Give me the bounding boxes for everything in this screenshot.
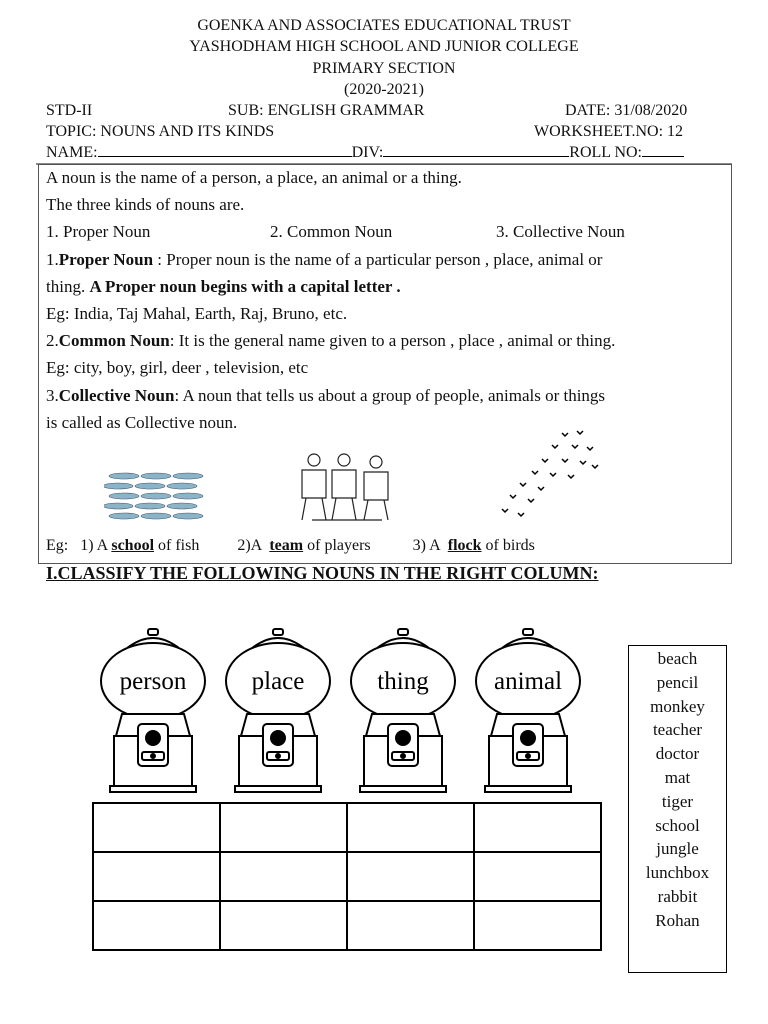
academic-year: (2020-2021) <box>344 81 424 98</box>
answer-cell[interactable] <box>347 852 474 901</box>
section-name: PRIMARY SECTION <box>312 60 456 77</box>
answer-cell[interactable] <box>93 803 220 852</box>
answer-cell[interactable] <box>347 901 474 950</box>
kind-proper: 1. Proper Noun <box>46 222 151 241</box>
word-item: rabbit <box>657 886 698 906</box>
noun-definition: A noun is the name of a person, a place, an animal or a thing. <box>46 168 462 187</box>
eg-label: Eg: <box>46 537 69 554</box>
kind-common: 2. Common Noun <box>270 222 393 241</box>
team-players-image <box>292 452 397 524</box>
gumball-machine-animal <box>475 626 585 796</box>
std: STD-II <box>46 102 93 119</box>
eg1-post: of fish <box>154 537 200 554</box>
kinds-intro: The three kinds of nouns are. <box>46 195 245 214</box>
word-bank <box>628 645 727 973</box>
eg1-pre: 1) A <box>80 537 112 554</box>
eg1-word: school <box>111 537 155 554</box>
word-item: doctor <box>655 744 700 764</box>
rule: A Proper noun begins with a capital letter . <box>89 277 401 296</box>
name-row <box>46 144 684 162</box>
word-item: mat <box>664 767 691 787</box>
answer-cell[interactable] <box>347 803 474 852</box>
gumball-machine-person <box>100 626 210 796</box>
common-definition <box>46 331 615 351</box>
exercise-heading: I.CLASSIFY THE FOLLOWING NOUNS IN THE RIGHT COLUMN: <box>46 563 599 583</box>
roll-field[interactable] <box>642 156 684 157</box>
proper-example: Eg: India, Taj Mahal, Earth, Raj, Bruno, etc. <box>46 304 348 323</box>
kind-collective: 3. Collective Noun <box>496 222 625 241</box>
eg2-word: team <box>269 537 304 554</box>
def: : A noun that tells us about a group of people, animals or things <box>174 386 606 405</box>
word-item: monkey <box>650 696 705 716</box>
word-item: jungle <box>656 839 699 859</box>
word-item: lunchbox <box>645 863 710 883</box>
jar-label: person <box>119 668 187 695</box>
flock-birds-image <box>492 425 604 523</box>
answer-cell[interactable] <box>474 803 601 852</box>
collective-definition <box>46 386 605 406</box>
subject: SUB: ENGLISH GRAMMAR <box>228 102 425 119</box>
topic: TOPIC: NOUNS AND ITS KINDS <box>46 123 275 140</box>
num: 2. <box>46 331 59 350</box>
answer-cell[interactable] <box>474 901 601 950</box>
term: Proper Noun <box>58 250 154 269</box>
eg3-word: flock <box>447 537 482 554</box>
answer-cell[interactable] <box>93 901 220 950</box>
answer-cell[interactable] <box>220 803 347 852</box>
word-item: beach <box>657 649 698 668</box>
word-item: Rohan <box>655 910 700 930</box>
answer-cell[interactable] <box>220 852 347 901</box>
common-example: Eg: city, boy, girl, deer , television, etc <box>46 358 309 377</box>
name-field[interactable] <box>98 156 352 157</box>
div-label: DIV: <box>351 144 384 161</box>
name-label: NAME: <box>46 144 98 161</box>
roll-label: ROLL NO: <box>569 144 642 161</box>
word-item: tiger <box>661 791 694 811</box>
eg2-post: of players <box>303 537 371 554</box>
jar-label: place <box>251 668 305 695</box>
def: : It is the general name given to a person , place , animal or thing. <box>169 331 616 350</box>
eg3-pre: 3) A <box>412 537 444 554</box>
jar-label: thing <box>377 668 429 695</box>
school-name: YASHODHAM HIGH SCHOOL AND JUNIOR COLLEGE <box>189 38 579 55</box>
jar-label: animal <box>493 668 563 695</box>
word-item: teacher <box>652 720 703 740</box>
fish-school-image <box>104 468 214 528</box>
answer-cell[interactable] <box>220 901 347 950</box>
term: Collective Noun <box>58 386 175 405</box>
date: DATE: 31/08/2020 <box>565 102 688 119</box>
word-item: school <box>655 815 700 835</box>
def: : Proper noun is the name of a particular person , place, animal or <box>153 250 603 269</box>
proper-definition-2 <box>46 277 401 297</box>
trust-name: GOENKA AND ASSOCIATES EDUCATIONAL TRUST <box>197 17 571 34</box>
eg2-pre: 2)A <box>237 537 266 554</box>
answer-cell[interactable] <box>474 852 601 901</box>
gumball-machine-place <box>225 626 335 796</box>
num: 1. <box>46 250 59 269</box>
collective-definition-2: is called as Collective noun. <box>46 413 238 432</box>
eg3-post: of birds <box>481 537 535 554</box>
proper-definition <box>46 250 602 270</box>
gumball-machine-thing <box>350 626 460 796</box>
word-item: pencil <box>656 672 699 692</box>
def: thing. <box>46 277 90 296</box>
collective-examples <box>46 537 535 555</box>
answer-cell[interactable] <box>93 852 220 901</box>
term: Common Noun <box>58 331 170 350</box>
num: 3. <box>46 386 59 405</box>
answer-table <box>92 802 602 951</box>
worksheet-no: WORKSHEET.NO: 12 <box>534 123 684 140</box>
div-field[interactable] <box>383 156 569 157</box>
